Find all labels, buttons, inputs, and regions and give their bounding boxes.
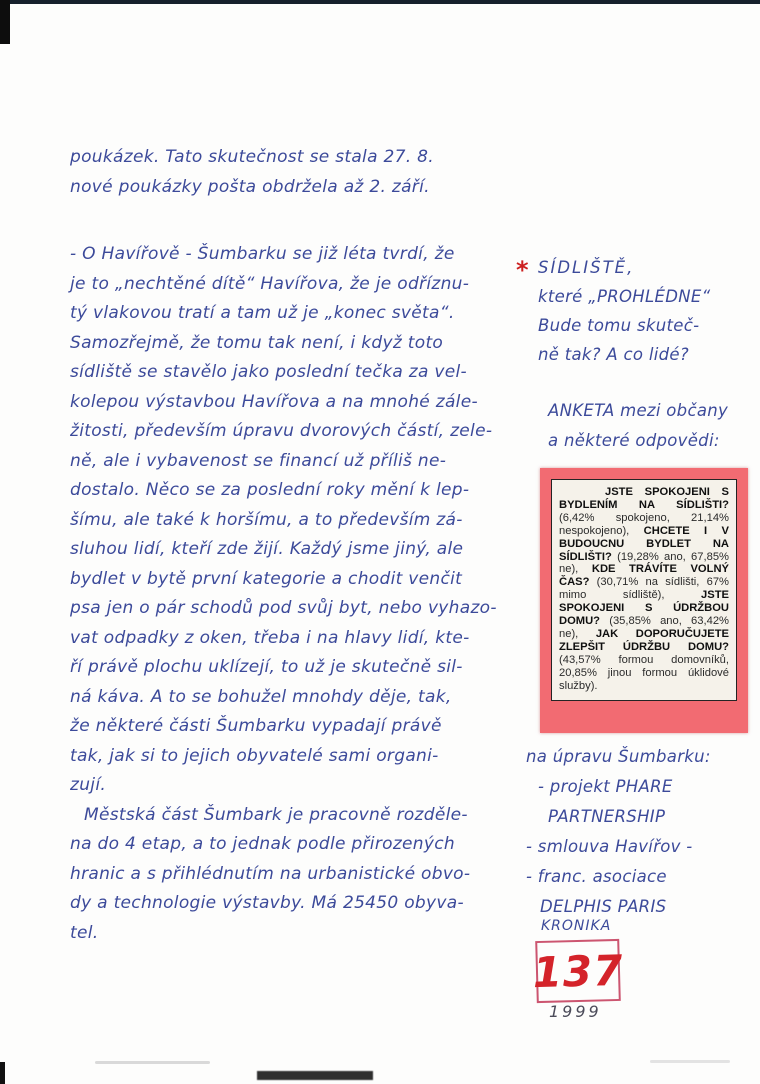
scan-smudge [95,1061,210,1064]
text-line: na do 4 etap, a to jednak podle přirozených [70,834,455,854]
scan-smudge [650,1060,730,1063]
page-number-stamp [532,939,624,1003]
newspaper-clipping [540,468,748,733]
text-line: DELPHIS PARIS [540,897,667,916]
scan-bottom-left-corner-artifact [0,1062,5,1084]
text-line: Bude tomu skuteč- [538,316,700,335]
survey-question: KDE TRÁVÍTE VOLNÝ ČAS? [559,563,730,589]
survey-answer: (6,42% spokojeno, 21,14% nespokojeno), [559,511,729,537]
text-line: - O Havířově - Šumbarku se již léta tvrdí, že [70,244,455,264]
text-line: a některé odpovědi: [548,431,720,450]
text-line: že některé části Šumbarku vypadají právě [70,716,442,736]
text-line: ně, ale i vybavenost se financí už příliš ne- [70,450,447,471]
text-line: - projekt PHARE [538,777,673,796]
text-line: psa jen o pár schodů pod svůj byt, nebo vyhazo- [70,598,497,618]
red-asterisk-marker: * [516,256,529,284]
text-line: hranic a s přihlédnutím na urbanistické obvo- [70,863,471,884]
text-line: dostalo. Něco se za poslední roky mění k lep- [70,480,470,500]
text-line: ně tak? A co lidé? [538,345,689,364]
year-note: 1999 [549,1002,602,1021]
text-line: Městská část Šumbark je pracovně rozděle- [84,804,468,825]
survey-question: JSTE SPOKOJENI S BYDLENÍM NA SÍDLIŠTI? [559,486,729,511]
text-line: tel. [70,922,99,943]
survey-answer: (30,71% na sídlišti, 67% mimo sídliště), [559,576,729,602]
kronika-label: KRONIKA [541,918,612,934]
text-line: dy a technologie výstavby. Má 25450 obyva- [70,893,464,913]
main-handwritten-text [70,143,502,948]
text-line: je to „nechtěné dítě“ Havířova, že je odříznu- [70,273,470,294]
paragraph-postal-vouchers [70,143,502,202]
text-line: PARTNERSHIP [548,807,666,826]
text-line: sluhou lidí, kteří zde žijí. Každý jsme jiný, ale [70,539,464,559]
text-line: tý vlakovou tratí a tam už je „konec světa“. [70,303,455,323]
stamp-number: 137 [532,945,624,997]
text-line: vat odpadky z oken, třeba i na hlavy lidí, kte- [70,627,470,648]
margin-headline-note [538,253,753,369]
text-line: nové poukázky pošta obdržela až 2. září. [70,176,430,197]
survey-question: CHCETE I V BUDOUCNU BYDLET NA SÍDLIŠTI? [559,524,729,563]
text-line: sídliště se stavělo jako poslední tečka za vel- [70,362,467,382]
text-line: - franc. asociace [526,867,667,886]
text-line: které „PROHLÉDNE“ [538,287,711,306]
paragraph-sumbark-stages [70,801,502,949]
text-line: kolepou výstavbou Havířova a na mnohé zále- [70,391,478,412]
scan-bottom-bar-artifact [257,1071,373,1080]
text-line: Samozřejmě, že tomu tak není, i když toto [70,332,444,353]
survey-answer: (35,85% ano, 63,42% ne), [559,615,729,640]
text-line: žitosti, především úpravu dvorových částí, zele- [70,421,493,441]
survey-answer: (43,57% formou domovníků, 20,85% jinou formou úklidové služby). [559,653,729,692]
text-line: poukázek. Tato skutečnost se stala 27. 8. [70,147,434,167]
text-line: SÍDLIŠTĚ, [538,258,635,277]
margin-project-notes [526,742,746,922]
survey-question: JSTE SPOKOJENI S ÚDRŽBOU DOMU? [559,589,729,628]
scan-top-edge-artifact [0,0,760,4]
text-line: šímu, ale také k horšímu, a to především zá- [70,509,463,530]
survey-question: JAK DOPORUČUJETE ZLEPŠIT ÚDRŽBU DOMU? [559,627,729,653]
margin-anketa-note [548,396,758,456]
text-line: - smlouva Havířov - [526,837,693,856]
text-line: ří právě plochu uklízejí, to už je skutečně sil- [70,657,463,677]
survey-answer: (19,28% ano, 67,85% ne), [559,550,729,576]
text-line: bydlet v bytě první kategorie a chodit venčit [70,568,463,589]
text-line: ná káva. A to se bohužel mnohdy děje, tak, [70,686,452,707]
scan-top-left-corner-artifact [0,0,10,44]
text-line: na úpravu Šumbarku: [526,747,711,766]
text-line: zují. [70,775,107,795]
paragraph-sumbark-description [70,240,502,801]
text-line: ANKETA mezi občany [548,401,729,420]
text-line: tak, jak si to jejich obyvatelé sami organi- [70,745,439,766]
clipping-survey-text [551,479,737,701]
